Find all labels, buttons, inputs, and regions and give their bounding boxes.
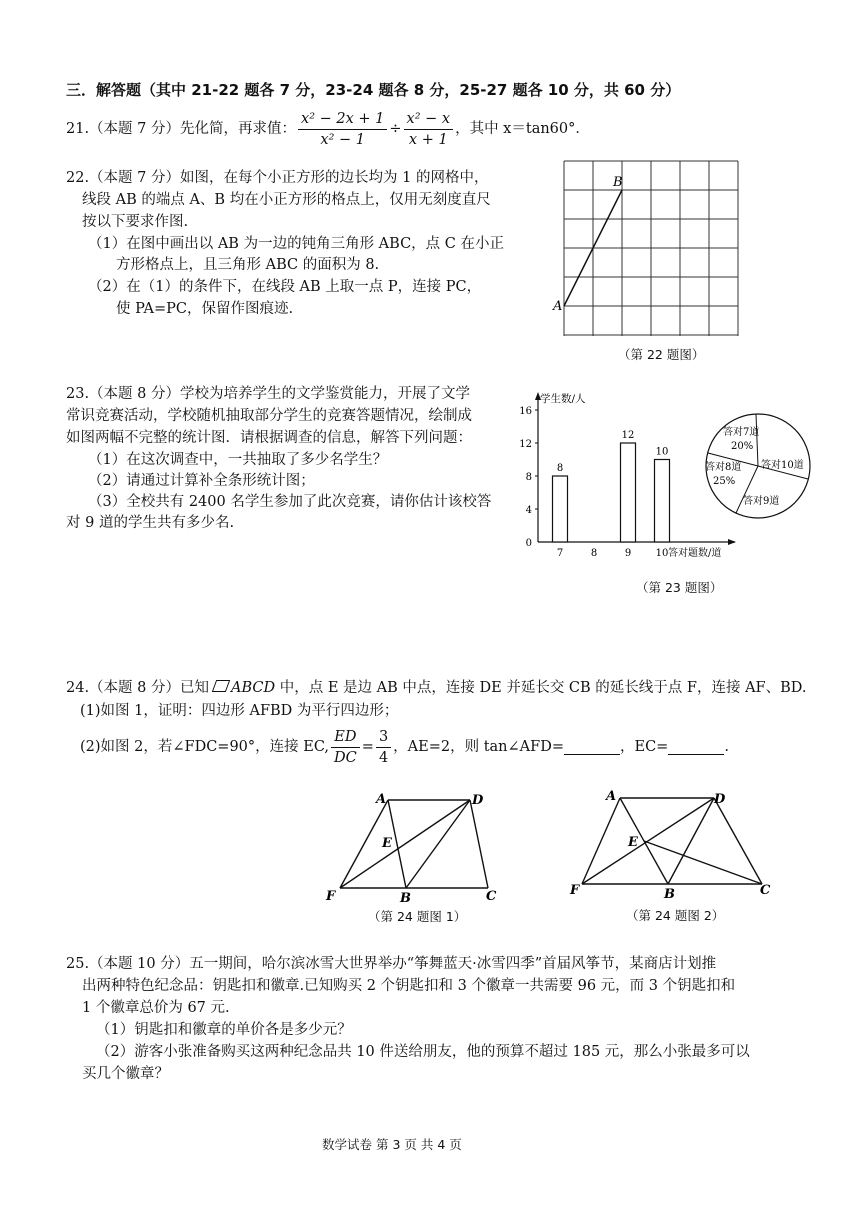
q23-item-3b: 对 9 道的学生共有多少名.	[66, 515, 235, 531]
parallelogram-symbol	[212, 680, 230, 692]
fig2-label-a: A	[606, 789, 617, 804]
q24-item-2d: .	[724, 739, 729, 755]
fig2-label-e: E	[628, 835, 638, 850]
x-axis-arrow	[728, 539, 736, 545]
q24-item-2a: (2)如图 2，若∠FDC=90°，连接 EC,	[80, 739, 330, 755]
q25-item-1: （1）钥匙扣和徽章的单价各是多少元？	[96, 1022, 352, 1038]
pie-divider-top	[756, 414, 758, 466]
q22-item-1a: （1）在图中画出以 AB 为一边的钝角三角形 ABC，点 C 在小正	[88, 236, 504, 252]
pie-slice-8-pct: 25%	[713, 476, 736, 487]
x-tick-label-10: 10	[655, 548, 669, 559]
q25-line-2: 出两种特色纪念品：钥匙扣和徽章.已知购买 2 个钥匙扣和 3 个徽章一共需要 96 元，而 3 个钥匙扣和	[82, 978, 736, 994]
q22-line-2: 线段 AB 的端点 A、B 均在小正方形的格点上，仅用无刻度直尺	[82, 192, 491, 208]
bar-data-label-9: 12	[621, 430, 635, 441]
q22-item-2b: 使 PA=PC，保留作图痕迹.	[116, 301, 294, 317]
fig1-label-d: D	[472, 793, 484, 808]
q24-frac2-denominator: 4	[378, 749, 389, 766]
bar-9	[621, 443, 636, 542]
x-tick-label-7: 7	[556, 548, 564, 559]
q22-item-1b: 方形格点上，且三角形 ABC 的面积为 8.	[116, 257, 380, 273]
q22-item-2a: （2）在（1）的条件下，在线段 AB 上取一点 P，连接 PC，	[88, 279, 482, 295]
q24-line-1b: ABCD	[231, 680, 276, 696]
point-a-label: A	[553, 299, 563, 314]
q21-divide-sign: ÷	[389, 121, 402, 137]
q24-figure-1	[318, 786, 508, 906]
bar-data-label-7: 8	[556, 463, 564, 474]
q24-caption-2: （第 24 题图 2）	[626, 908, 725, 923]
fig2-label-b: B	[664, 887, 675, 902]
x-tick-label-8: 8	[590, 548, 598, 559]
bar-7	[553, 476, 568, 542]
y-tick-label: 12	[519, 439, 532, 450]
q21-suffix: ，其中 x＝tan60°．	[455, 121, 590, 137]
q24-item-2	[80, 722, 729, 772]
q24-figure-2	[562, 784, 782, 904]
q24-fraction-3-4	[376, 727, 391, 768]
q24-line-1	[66, 678, 806, 698]
q21-frac2-denominator: x + 1	[408, 131, 448, 148]
fig1-label-e: E	[382, 836, 392, 851]
q24-fraction-ed-dc	[331, 727, 360, 768]
fig1-label-f: F	[326, 889, 336, 904]
q23-item-2: （2）请通过计算补全条形统计图；	[88, 473, 315, 489]
q25-item-2b: 买几个徽章？	[82, 1066, 169, 1082]
q21-frac1-denominator: x² − 1	[320, 131, 365, 148]
q23-item-3a: （3）全校共有 2400 名学生参加了此次竞赛，请你估计该校答	[88, 494, 492, 510]
y-tick-label: 16	[519, 406, 532, 417]
q23-pie-chart	[703, 410, 813, 522]
figure-1-lines	[340, 800, 488, 888]
q24-frac2-numerator: 3	[376, 727, 391, 748]
q21-fraction-1	[298, 109, 387, 150]
q22-line-1: 22.（本题 7 分）如图，在每个小正方形的边长均为 1 的网格中，	[66, 170, 489, 186]
section-title: 三．解答题（其中 21-22 题各 7 分，23-24 题各 8 分，25-27 题各 10 分，共 60 分）	[66, 81, 681, 99]
fig1-label-c: C	[486, 889, 497, 904]
page-footer: 数学试卷 第 3 页 共 4 页	[322, 1137, 462, 1152]
q24-line-1a: 24.（本题 8 分）已知	[66, 680, 210, 696]
q25-line-1: 25.（本题 10 分）五一期间，哈尔滨冰雪大世界举办“筝舞蓝天·冰雪四季”首届风筝节，某商店计划推	[66, 956, 717, 972]
x-axis-label: 答对题数/道	[668, 548, 722, 559]
point-b-label: B	[613, 175, 623, 190]
answer-blank-tan[interactable]	[564, 740, 620, 755]
q21-frac2-numerator: x² − x	[404, 109, 454, 130]
fig1-label-a: A	[376, 792, 387, 807]
q21-prefix: 21.（本题 7 分）先化简，再求值：	[66, 121, 297, 137]
bar-data-label-10: 10	[655, 446, 669, 458]
q25-line-3: 1 个徽章总价为 67 元.	[82, 1000, 230, 1016]
q22-line-3: 按以下要求作图.	[82, 214, 189, 230]
answer-blank-ec[interactable]	[668, 740, 724, 755]
q23-line-3: 如图两幅不完整的统计图．请根据调查的信息，解答下列问题：	[66, 430, 472, 446]
q24-item-2b: ，AE=2，则 tan∠AFD=	[393, 739, 564, 755]
q24-item-2c: ，EC=	[619, 739, 669, 755]
bar-10	[655, 460, 670, 543]
y-tick-label: 4	[525, 505, 532, 516]
q22-grid-lines	[564, 161, 738, 336]
pie-slice-10-label: 答对10道	[761, 460, 804, 471]
q24-frac-numerator: ED	[331, 727, 360, 748]
pie-slice-8-label: 答对8道	[705, 462, 742, 473]
q24-frac-denominator: DC	[334, 749, 357, 766]
figure-2-lines	[582, 798, 762, 884]
q23-line-2: 常识竞赛活动，学校随机抽取部分学生的竞赛答题情况，绘制成	[66, 408, 472, 424]
q21-fraction-2	[404, 109, 454, 150]
q22-grid-figure	[552, 156, 752, 346]
q24-item-1: (1)如图 1，证明：四边形 AFBD 为平行四边形；	[80, 703, 399, 719]
q25-item-2a: （2）游客小张准备购买这两种纪念品共 10 件送给朋友，他的预算不超过 185 元，那么小张最多可以	[96, 1044, 750, 1060]
pie-slice-7-pct: 20%	[731, 441, 754, 452]
q22-caption: （第 22 题图）	[618, 347, 705, 362]
fig1-label-b: B	[400, 891, 411, 906]
q23-item-1: （1）在这次调查中，一共抽取了多少名学生？	[88, 452, 388, 468]
q24-caption-1: （第 24 题图 1）	[368, 909, 467, 924]
x-tick-label-9: 9	[624, 548, 632, 559]
fig2-label-c: C	[760, 883, 771, 898]
pie-slice-7-label: 答对7道	[723, 427, 760, 438]
y-tick-label: 8	[525, 472, 532, 483]
pie-slice-9-label: 答对9道	[743, 496, 780, 507]
q24-line-1c: 中，点 E 是边 AB 中点，连接 DE 并延长交 CB 的延长线于点 F，连接 AF、BD.	[275, 680, 807, 696]
question-21	[66, 104, 590, 154]
y-axis-label: 学生数/人	[540, 393, 586, 405]
q23-caption: （第 23 题图）	[636, 580, 723, 595]
fig2-label-f: F	[570, 883, 580, 898]
q24-equals: =	[361, 739, 374, 755]
y-tick-label: 0	[525, 538, 532, 549]
fig2-label-d: D	[714, 792, 726, 807]
q23-line-1: 23.（本题 8 分）学校为培养学生的文学鉴赏能力，开展了文学	[66, 386, 471, 402]
q21-frac1-numerator: x² − 2x + 1	[298, 109, 387, 130]
